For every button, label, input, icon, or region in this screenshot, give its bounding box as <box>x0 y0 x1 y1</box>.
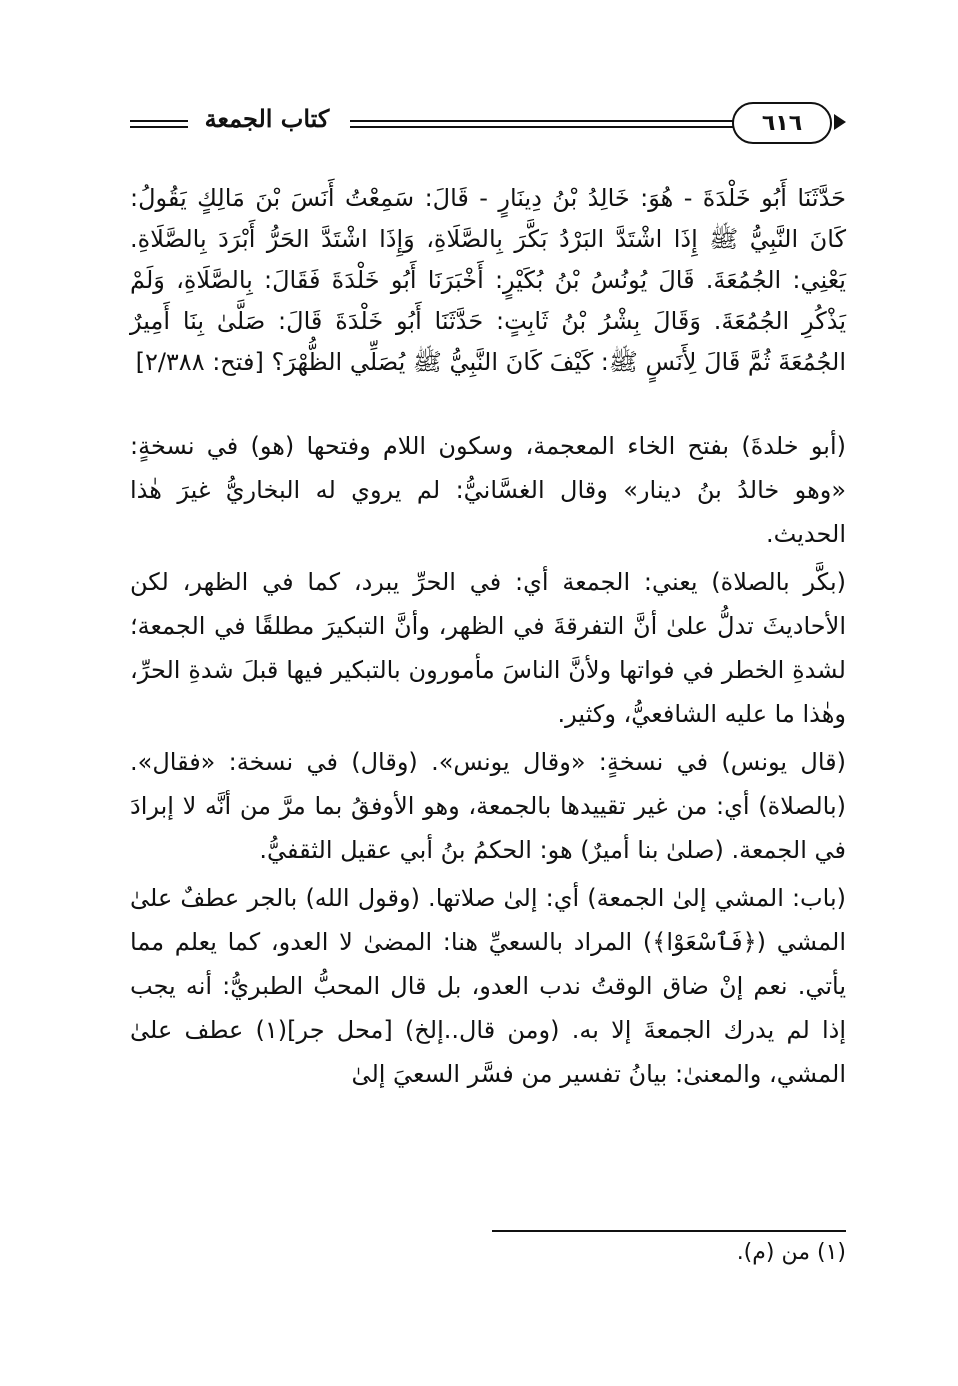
header-rule-left-lower <box>130 126 188 128</box>
hadith-paragraph: حَدَّثَنَا أَبُو خَلْدَةَ - هُوَ: خَالِدُ بْنُ دِينَارٍ - قَالَ: سَمِعْتُ أَنَسَ بْنَ مَالِكٍ يَقُولُ: كَانَ النَّبِيُّ ﷺ إِذَا اشْتَدَّ البَرْدُ بَكَّرَ بِالصَّلَاةِ، وَإِذَا اشْتَدَّ الحَرُّ أَبْرَدَ بِالصَّلَاةِ. يَعْنِي: الجُمُعَةَ. قَالَ يُونُسُ بْنُ بُكَيْرٍ: أَخْبَرَنَا أَبُو خَلْدَةَ فَقَالَ: بِالصَّلَاةِ، وَلَمْ يَذْكُرِ الجُمُعَةَ. وَقَالَ بِشْرُ بْنُ ثَابِتٍ: حَدَّثَنَا أَبُو خَلْدَةَ قَالَ: صَلَّىٰ بِنَا أَمِيرٌ الجُمُعَةَ ثُمَّ قَالَ لِأَنَسٍ ﷺ: كَيْفَ كَانَ النَّبِيُّ ﷺ يُصَلِّي الظُّهْرَ؟ [فتح: ٢/٣٨٨] <box>130 184 846 376</box>
footnote-divider <box>492 1230 846 1232</box>
page-header <box>130 100 850 148</box>
header-rule-middle <box>350 120 734 122</box>
commentary-paragraph-1: (أبو خلدةَ) بفتح الخاء المعجمة، وسكون اللام وفتحها (هو) في نسخةٍ: «وهو خالدُ بنُ دينار» وقال الغسَّانيُّ: لم يروي له البخاريُّ غيرَ هٰذا الحديث. <box>130 432 846 548</box>
header-rule-middle-lower <box>350 126 734 128</box>
commentary-paragraph-2: (بكَّر بالصلاة) يعني: الجمعة أي: في الحرِّ يبرد، كما في الظهر، لكن الأحاديثَ تدلُّ علىٰ أنَّ التفرقةَ في الظهر، وأنَّ التبكيرَ مطلقًا في الجمعة؛ لشدةِ الخطر في فواتها ولأنَّ الناسَ مأمورون بالتبكير فيها قبلَ شدةِ الحرِّ، وهٰذا ما عليه الشافعيُّ، وكثير. <box>130 568 846 728</box>
commentary-paragraph-3: (قال يونس) في نسخةٍ: «وقال يونس». (وقال) في نسخة: «فقال». (بالصلاة) أي: من غير تقييدها بالجمعة، وهو الأوفقُ بما مرَّ من أنَّه لا إبرادَ في الجمعة. (صلىٰ بنا أميرٌ) هو: الحكمُ بنُ أبي عقيل الثقفيُّ. <box>130 748 846 864</box>
commentary-paragraph-4: (باب: المشي إلىٰ الجمعة) أي: إلىٰ صلاتها. (وقول الله) بالجر عطفٌ علىٰ المشي (﴿فَٱسْعَوْا﴾) المراد بالسعيِّ هنا: المضىٰ لا العدو، كما يعلم مما يأتي. نعم إنْ ضاق الوقتُ ندب العدو، بل قال المحبُّ الطبريُّ: أنه يجب إذا لم يدرك الجمعةَ إلا به. (ومن قال..إلخ) [محل جر](١) عطف علىٰ المشي، والمعنىٰ: بيانُ تفسير من فسَّر السعيَ إلىٰ <box>130 884 847 1088</box>
hadith-text <box>130 178 846 383</box>
page-number-label: ٦١٦ <box>761 110 803 136</box>
header-rule-left <box>130 120 188 122</box>
book-title: كتاب الجمعة <box>192 104 342 133</box>
page-number-arrow-icon <box>834 114 846 130</box>
commentary <box>130 424 846 1100</box>
footnote: (١) من (م). <box>736 1240 846 1265</box>
page-number <box>732 102 832 144</box>
